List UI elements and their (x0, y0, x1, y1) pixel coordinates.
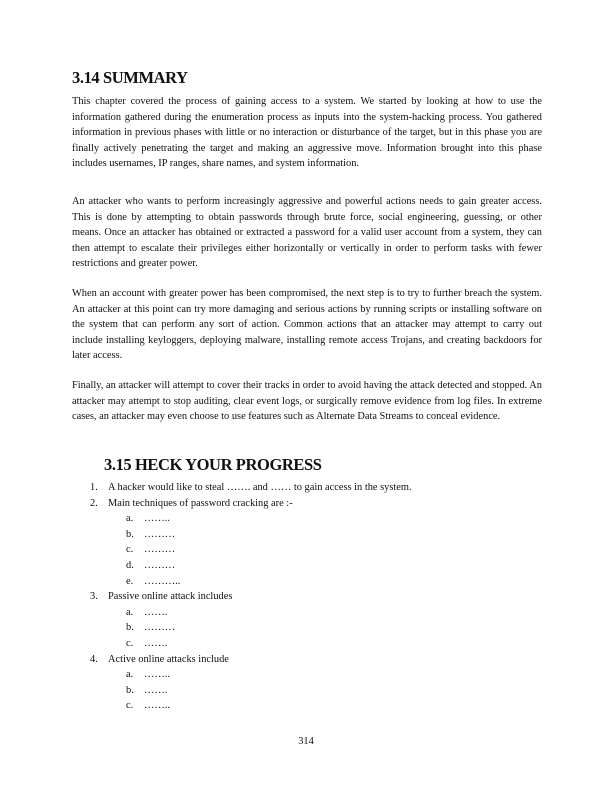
answer-blank: ……. (144, 684, 168, 696)
question-text: Active online attacks include (108, 653, 229, 665)
question-number: 3. (90, 591, 98, 603)
answer-blank: ……… (144, 528, 176, 540)
answer-option-label: b. (126, 684, 134, 696)
answer-option (90, 620, 540, 636)
question-number: 4. (90, 653, 98, 665)
page-number: 314 (298, 736, 314, 747)
answer-option-label: c. (126, 700, 134, 712)
answer-option-label: c. (126, 637, 134, 649)
answer-option (90, 698, 540, 714)
summary-paragraph: An attacker who wants to perform increasingly aggressive and powerful actions needs to gain greater access. This is done by attempting to obtain passwords through brute force, social engineering, guessing, or other means. Once an attacker has obtained or extracted a password for a valid user account from a system, they can then attempt to escalate their privileges either horizontally or vertically in order to perform tasks with fewer restrictions and greater power. (72, 196, 542, 270)
answer-blank: ……… (144, 544, 176, 556)
answer-option-label: c. (126, 544, 134, 556)
section-heading-progress: 3.15 HECK YOUR PROGRESS (104, 455, 322, 474)
answer-option-label: a. (126, 669, 134, 681)
question-list (90, 480, 540, 714)
question-number: 2. (90, 497, 98, 509)
answer-blank: …….. (144, 669, 170, 681)
answer-option-label: e. (126, 575, 134, 587)
answer-option (90, 636, 540, 652)
section-heading-summary: 3.14 SUMMARY (72, 68, 188, 87)
question-item (90, 496, 540, 512)
answer-blank: ……. (144, 637, 168, 649)
question-text: Passive online attack includes (108, 591, 233, 603)
answer-blank: …….. (144, 700, 170, 712)
answer-blank: ……. (144, 606, 168, 618)
question-number: 1. (90, 482, 98, 493)
question-item (90, 589, 540, 605)
answer-option (90, 542, 540, 558)
answer-option-label: a. (126, 513, 134, 525)
answer-blank: ……… (144, 622, 176, 634)
answer-blank: ……….. (144, 575, 181, 587)
answer-option-label: b. (126, 622, 134, 634)
answer-option-label: a. (126, 606, 134, 618)
question-item (90, 652, 540, 668)
answer-option-label: b. (126, 528, 134, 540)
answer-option-label: d. (126, 559, 134, 571)
answer-option (90, 527, 540, 543)
summary-paragraph: Finally, an attacker will attempt to cover their tracks in order to avoid having the attack detected and stopped. An attacker may attempt to stop auditing, clear event logs, or surgically remove evidence from log files. In extreme cases, an attacker may even choose to use features such as Alternate Data Streams to conceal evidence. (72, 380, 542, 423)
summary-paragraph: When an account with greater power has been compromised, the next step is to try to further breach the system. An attacker at this point can try more damaging and serious actions by running scripts or installing software on the system that can perform any sort of action. Common actions that an attacker may attempt to carry out include installing keyloggers, deploying malware, installing remote access Trojans, and creating backdoors for later access. (72, 288, 542, 362)
answer-blank: …….. (144, 513, 170, 525)
question-item (90, 480, 540, 496)
answer-option (90, 683, 540, 699)
answer-option (90, 605, 540, 621)
question-text: A hacker would like to steal ……. and …… to gain access in the system. (108, 482, 412, 493)
answer-option (90, 511, 540, 527)
answer-option (90, 574, 540, 590)
question-text: Main techniques of password cracking are :- (108, 497, 293, 509)
answer-option (90, 558, 540, 574)
summary-paragraph: This chapter covered the process of gaining access to a system. We started by looking at how to use the information gathered during the enumeration process as inputs into the system-hacking process. You gathered information in previous phases with little or no interaction or disturbance of the target, but in this phase you are finally actively penetrating the target and making an aggressive move. Information brought into this phase includes usernames, IP ranges, share names, and system information. (72, 96, 542, 170)
answer-blank: ……… (144, 559, 176, 571)
answer-option (90, 667, 540, 683)
